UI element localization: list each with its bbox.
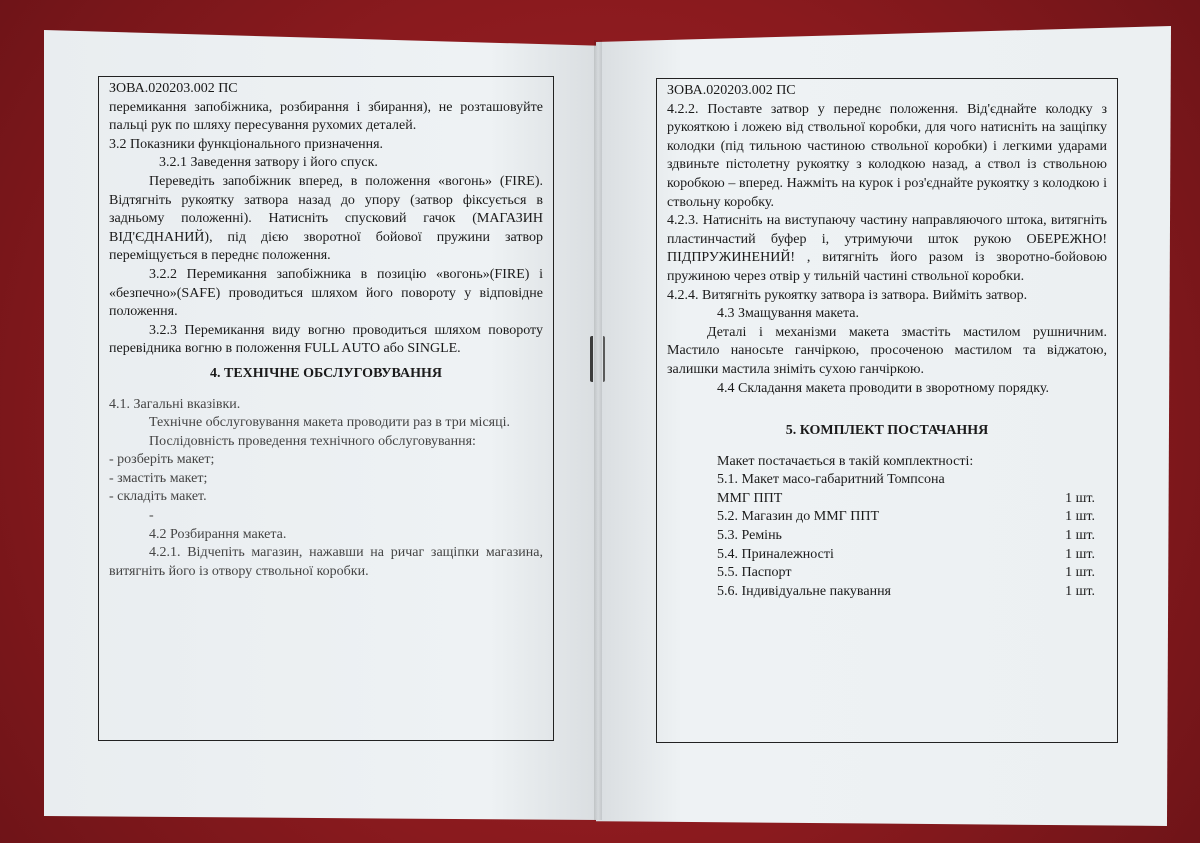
section-4-2-2-text: 4.2.2. Поставте затвор у переднє положення. Від'єднайте колодку з рукояткою і ложею від ствольної коробки, для чого натисніть на защіпку колодки (під тильною частиною ствольної коробки) і легкими ударами здвиньте пістолетну рукоятку з колодкою назад, а ствол із ствольною коробкою – вперед. Нажміть на курок і роз'єднайте рукоятку з колодкою і ствольну коробку. [667,101,1107,210]
list-item: - розберіть макет; [109,452,215,468]
list-item: - змастіть макет; [109,470,208,486]
supply-item-1-model: ММГ ППТ [717,490,783,506]
section-3-2-2-text: 3.2.2 Перемикання запобіжника в позицію «вогонь»(FIRE) і «безпечно»(SAFE) проводиться шляхом його повороту у відповідне положення. [109,266,543,320]
right-page-frame [656,78,1118,743]
supply-item-name: 5.5. Паспорт [717,565,792,581]
section-4-2-4-text: 4.2.4. Витягніть рукоятку затвора із затвора. Вийміть затвор. [667,287,1028,303]
supply-item-qty: 1 шт. [1065,546,1095,562]
section-4-4-text: 4.4 Складання макета проводити в зворотному порядку. [717,380,1050,396]
supply-item [667,527,1107,546]
section-4-1-text: Технічне обслуговування макета проводити раз в три місяці. [149,415,510,431]
section-3-2-1-text: Переведіть запобіжник вперед, в положення «вогонь» (FIRE). Відтягніть рукоятку затвора назад до упору (затвор фіксується в задньому положенні). Натисніть спусковий гачок (МАГАЗИН ВІД'ЄДНАНИЙ), під дією зворотної бойової пружини затвор переміщується в переднє положення. [109,173,543,264]
section-4-2-1-text: 4.2.1. Відчепіть магазин, нажавши на ричаг защіпки магазина, витягніть його із отвору ствольної коробки. [109,545,543,579]
booklet-spine [594,40,602,820]
supply-item-name: 5.2. Магазин до ММГ ППТ [717,509,880,525]
staple [590,336,605,382]
document-code: ЗОВА.020203.002 ПС [667,83,796,98]
left-page-frame [98,76,554,741]
supply-item-name: 5.6. Індивідуальне пакування [717,583,891,599]
document-code: ЗОВА.020203.002 ПС [109,81,238,96]
supply-item [667,564,1107,583]
section-4-3-text: Деталі і механізми макета змастіть мастилом рушничним. Мастило наносьте ганчіркою, просоченою мастилом та віджатою, залишки мастила зніміть сухою ганчіркою. [667,324,1107,377]
section-3-2-1-title: 3.2.1 Заведення затвору і його спуск. [159,155,378,171]
list-item: - складіть макет. [109,489,207,505]
supply-item-qty: 1 шт. [1065,509,1095,525]
section-3-2: 3.2 Показники функціонального призначення. [109,136,384,152]
supply-item-name: 5.4. Приналежності [717,546,834,562]
list-item: - [149,508,154,524]
maintenance-sequence: Послідовність проведення технічного обслуговування: [149,433,476,449]
supply-item-qty: 1 шт. [1065,528,1095,544]
supply-item [667,583,1107,602]
heading-section-4: 4. ТЕХНІЧНЕ ОБСЛУГОВУВАННЯ [209,365,443,381]
heading-section-5: 5. КОМПЛЕКТ ПОСТАЧАННЯ [785,423,989,439]
supply-item-name: 5.3. Ремінь [717,528,782,544]
section-4-3: 4.3 Змащування макета. [717,306,859,322]
supply-item [667,546,1107,565]
supply-item [667,508,1107,527]
supply-item-qty: 1 шт. [1065,490,1095,506]
supply-item-qty: 1 шт. [1065,583,1095,599]
section-4-1: 4.1. Загальні вказівки. [109,396,241,412]
section-4-2-3-text: 4.2.3. Натисніть на виступаючу частину направляючого штока, витягніть пластинчастий буфер і, утримуючи шток рукою ОБЕРЕЖНО! ПІДПРУЖИНЕНИЙ! , витягніть його разом із зворотно-бойовою пружиною через отвір у тильній частині ствольної коробки. [667,213,1107,284]
supply-intro: Макет постачається в такій комплектності: [717,453,974,469]
section-3-2-3-text: 3.2.3 Перемикання виду вогню проводиться шляхом повороту перевідника вогню в положення FULL AUTO або SINGLE. [109,322,543,357]
supply-item-1 [667,490,1107,509]
supply-item-qty: 1 шт. [1065,565,1095,581]
paragraph-continuation: перемикання запобіжника, розбирання і збирання), не розташовуйте пальці рук по шляху пересування рухомих деталей. [109,99,543,134]
section-4-2: 4.2 Розбирання макета. [149,526,287,542]
supply-item-1-name: 5.1. Макет масо-габаритний Томпсона [717,472,945,488]
